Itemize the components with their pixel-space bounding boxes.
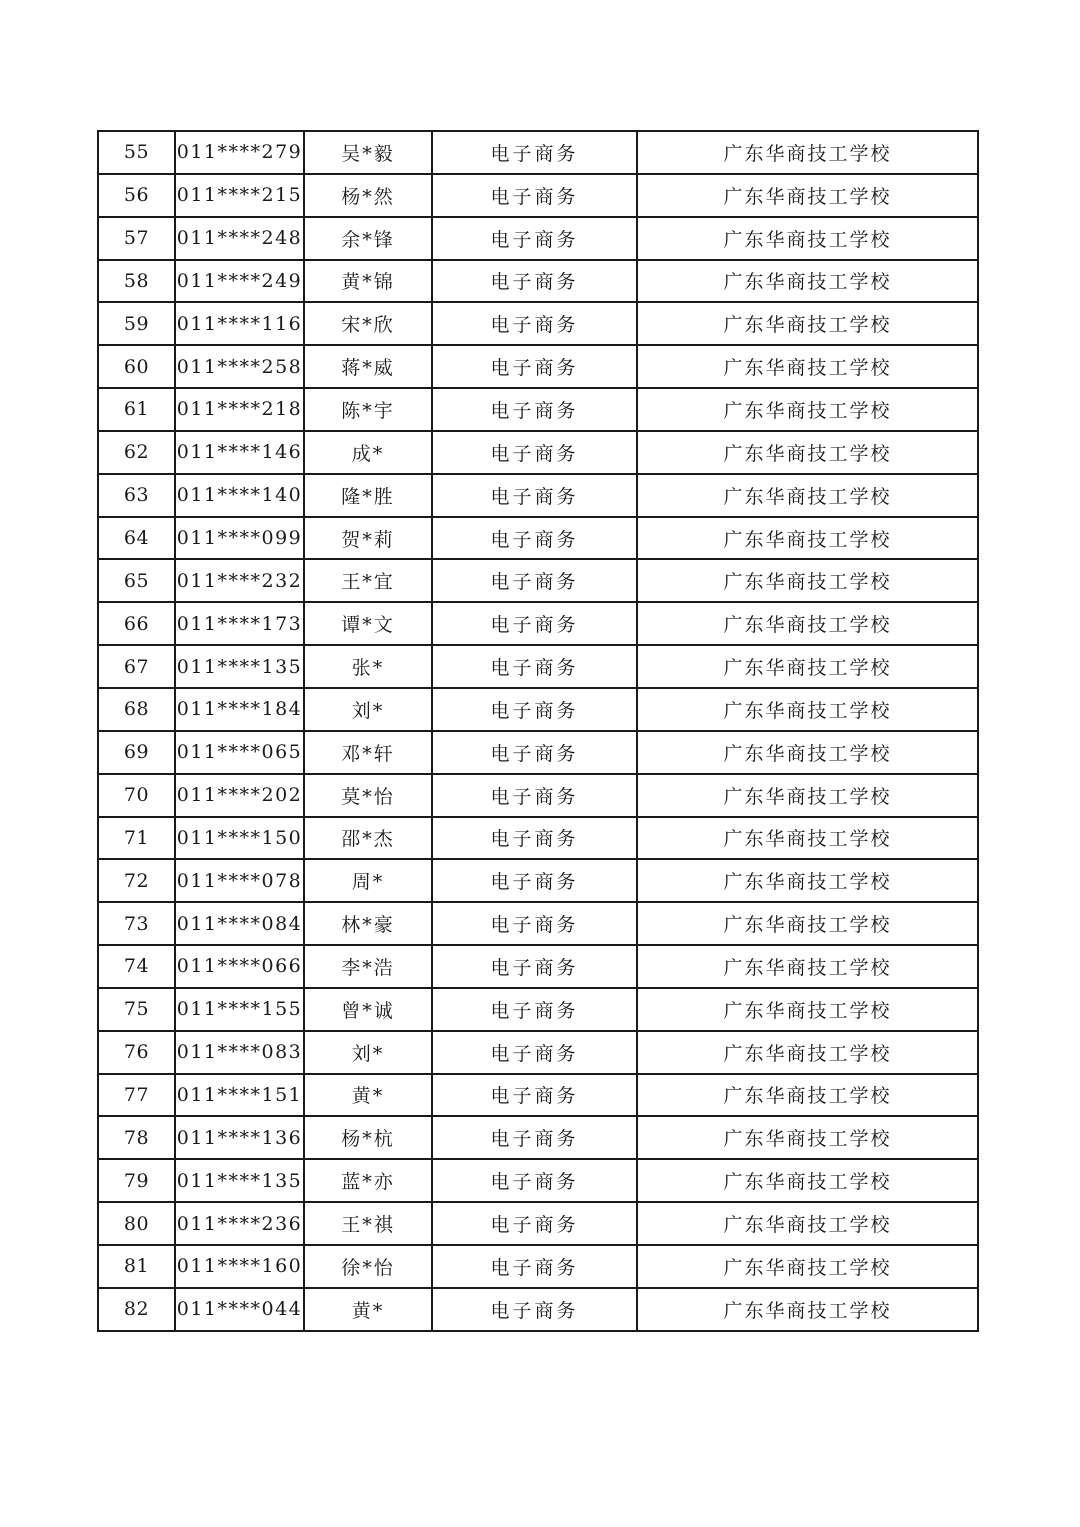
cell-school: 广东华商技工学校 [637, 602, 978, 645]
table-row [98, 302, 978, 345]
cell-student-name: 吴*毅 [304, 131, 432, 174]
cell-student-id: 011****150 [175, 817, 304, 860]
cell-student-id: 011****218 [175, 388, 304, 431]
cell-sequence-number: 78 [98, 1116, 175, 1159]
cell-major: 电子商务 [432, 517, 637, 560]
cell-school: 广东华商技工学校 [637, 688, 978, 731]
table-row [98, 1288, 978, 1331]
cell-sequence-number: 62 [98, 431, 175, 474]
cell-student-id: 011****083 [175, 1031, 304, 1074]
table-row [98, 217, 978, 260]
cell-sequence-number: 70 [98, 774, 175, 817]
cell-sequence-number: 60 [98, 345, 175, 388]
cell-major: 电子商务 [432, 260, 637, 303]
cell-major: 电子商务 [432, 1245, 637, 1288]
cell-student-name: 张* [304, 645, 432, 688]
cell-school: 广东华商技工学校 [637, 817, 978, 860]
cell-student-name: 周* [304, 859, 432, 902]
table-row [98, 174, 978, 217]
cell-student-name: 杨*杭 [304, 1116, 432, 1159]
cell-student-name: 刘* [304, 1031, 432, 1074]
cell-major: 电子商务 [432, 1202, 637, 1245]
table-row [98, 131, 978, 174]
cell-student-id: 011****099 [175, 517, 304, 560]
cell-major: 电子商务 [432, 388, 637, 431]
table-row [98, 1031, 978, 1074]
cell-major: 电子商务 [432, 859, 637, 902]
cell-student-id: 011****184 [175, 688, 304, 731]
cell-student-id: 011****279 [175, 131, 304, 174]
cell-sequence-number: 79 [98, 1159, 175, 1202]
cell-student-name: 王*宜 [304, 559, 432, 602]
cell-school: 广东华商技工学校 [637, 131, 978, 174]
cell-major: 电子商务 [432, 688, 637, 731]
cell-student-id: 011****249 [175, 260, 304, 303]
cell-sequence-number: 58 [98, 260, 175, 303]
table-row [98, 945, 978, 988]
cell-major: 电子商务 [432, 902, 637, 945]
cell-sequence-number: 55 [98, 131, 175, 174]
cell-student-id: 011****135 [175, 1159, 304, 1202]
cell-student-name: 莫*怡 [304, 774, 432, 817]
table-row [98, 688, 978, 731]
cell-major: 电子商务 [432, 217, 637, 260]
cell-student-id: 011****202 [175, 774, 304, 817]
cell-student-id: 011****140 [175, 474, 304, 517]
cell-major: 电子商务 [432, 774, 637, 817]
cell-student-name: 杨*然 [304, 174, 432, 217]
table-row [98, 559, 978, 602]
cell-student-id: 011****044 [175, 1288, 304, 1331]
cell-student-id: 011****248 [175, 217, 304, 260]
cell-major: 电子商务 [432, 1031, 637, 1074]
table-row [98, 388, 978, 431]
table-row [98, 431, 978, 474]
cell-school: 广东华商技工学校 [637, 174, 978, 217]
cell-school: 广东华商技工学校 [637, 1116, 978, 1159]
table-row [98, 902, 978, 945]
cell-school: 广东华商技工学校 [637, 774, 978, 817]
cell-school: 广东华商技工学校 [637, 260, 978, 303]
cell-major: 电子商务 [432, 1159, 637, 1202]
cell-school: 广东华商技工学校 [637, 1159, 978, 1202]
table-row [98, 345, 978, 388]
cell-student-id: 011****146 [175, 431, 304, 474]
cell-major: 电子商务 [432, 345, 637, 388]
student-roster-table [97, 130, 979, 1332]
cell-sequence-number: 71 [98, 817, 175, 860]
cell-student-name: 黄* [304, 1288, 432, 1331]
cell-student-id: 011****258 [175, 345, 304, 388]
cell-sequence-number: 76 [98, 1031, 175, 1074]
cell-sequence-number: 65 [98, 559, 175, 602]
cell-sequence-number: 64 [98, 517, 175, 560]
cell-school: 广东华商技工学校 [637, 217, 978, 260]
roster-body [98, 131, 978, 1331]
cell-student-name: 谭*文 [304, 602, 432, 645]
cell-sequence-number: 68 [98, 688, 175, 731]
cell-major: 电子商务 [432, 174, 637, 217]
cell-school: 广东华商技工学校 [637, 1202, 978, 1245]
cell-school: 广东华商技工学校 [637, 945, 978, 988]
table-row [98, 1074, 978, 1117]
cell-student-id: 011****232 [175, 559, 304, 602]
cell-major: 电子商务 [432, 474, 637, 517]
cell-student-id: 011****155 [175, 988, 304, 1031]
cell-major: 电子商务 [432, 431, 637, 474]
cell-sequence-number: 72 [98, 859, 175, 902]
table-row [98, 988, 978, 1031]
cell-school: 广东华商技工学校 [637, 474, 978, 517]
cell-student-name: 宋*欣 [304, 302, 432, 345]
cell-school: 广东华商技工学校 [637, 388, 978, 431]
table-row [98, 731, 978, 774]
cell-student-id: 011****084 [175, 902, 304, 945]
cell-student-id: 011****215 [175, 174, 304, 217]
table-row [98, 517, 978, 560]
cell-student-id: 011****236 [175, 1202, 304, 1245]
cell-major: 电子商务 [432, 1116, 637, 1159]
cell-school: 广东华商技工学校 [637, 859, 978, 902]
cell-student-name: 余*锋 [304, 217, 432, 260]
cell-student-name: 黄* [304, 1074, 432, 1117]
cell-sequence-number: 63 [98, 474, 175, 517]
cell-student-id: 011****078 [175, 859, 304, 902]
cell-student-name: 徐*怡 [304, 1245, 432, 1288]
cell-sequence-number: 66 [98, 602, 175, 645]
cell-student-name: 蒋*威 [304, 345, 432, 388]
cell-student-id: 011****173 [175, 602, 304, 645]
cell-major: 电子商务 [432, 988, 637, 1031]
table-row [98, 1116, 978, 1159]
cell-sequence-number: 74 [98, 945, 175, 988]
cell-student-name: 李*浩 [304, 945, 432, 988]
cell-sequence-number: 77 [98, 1074, 175, 1117]
table-row [98, 645, 978, 688]
cell-school: 广东华商技工学校 [637, 645, 978, 688]
cell-school: 广东华商技工学校 [637, 1074, 978, 1117]
cell-sequence-number: 73 [98, 902, 175, 945]
cell-student-name: 王*祺 [304, 1202, 432, 1245]
cell-major: 电子商务 [432, 1074, 637, 1117]
cell-major: 电子商务 [432, 1288, 637, 1331]
cell-sequence-number: 67 [98, 645, 175, 688]
table-row [98, 1245, 978, 1288]
cell-school: 广东华商技工学校 [637, 1245, 978, 1288]
cell-major: 电子商务 [432, 559, 637, 602]
cell-school: 广东华商技工学校 [637, 431, 978, 474]
cell-student-name: 刘* [304, 688, 432, 731]
table-row [98, 817, 978, 860]
cell-school: 广东华商技工学校 [637, 302, 978, 345]
cell-student-id: 011****116 [175, 302, 304, 345]
cell-student-name: 曾*诚 [304, 988, 432, 1031]
cell-school: 广东华商技工学校 [637, 345, 978, 388]
table-row [98, 1159, 978, 1202]
cell-major: 电子商务 [432, 945, 637, 988]
cell-major: 电子商务 [432, 645, 637, 688]
cell-sequence-number: 82 [98, 1288, 175, 1331]
cell-sequence-number: 80 [98, 1202, 175, 1245]
cell-sequence-number: 81 [98, 1245, 175, 1288]
table-row [98, 474, 978, 517]
cell-student-name: 林*豪 [304, 902, 432, 945]
cell-sequence-number: 56 [98, 174, 175, 217]
cell-student-name: 黄*锦 [304, 260, 432, 303]
cell-major: 电子商务 [432, 302, 637, 345]
cell-school: 广东华商技工学校 [637, 1031, 978, 1074]
cell-student-name: 成* [304, 431, 432, 474]
cell-school: 广东华商技工学校 [637, 517, 978, 560]
cell-sequence-number: 61 [98, 388, 175, 431]
cell-sequence-number: 59 [98, 302, 175, 345]
cell-student-name: 邓*轩 [304, 731, 432, 774]
cell-student-id: 011****065 [175, 731, 304, 774]
cell-student-id: 011****135 [175, 645, 304, 688]
cell-student-id: 011****151 [175, 1074, 304, 1117]
table-row [98, 859, 978, 902]
table-row [98, 1202, 978, 1245]
cell-school: 广东华商技工学校 [637, 731, 978, 774]
cell-school: 广东华商技工学校 [637, 1288, 978, 1331]
cell-major: 电子商务 [432, 131, 637, 174]
cell-student-id: 011****136 [175, 1116, 304, 1159]
cell-major: 电子商务 [432, 602, 637, 645]
cell-major: 电子商务 [432, 817, 637, 860]
table-row [98, 602, 978, 645]
table-row [98, 774, 978, 817]
cell-student-name: 邵*杰 [304, 817, 432, 860]
cell-student-name: 陈*宇 [304, 388, 432, 431]
cell-sequence-number: 69 [98, 731, 175, 774]
cell-student-id: 011****066 [175, 945, 304, 988]
cell-major: 电子商务 [432, 731, 637, 774]
cell-sequence-number: 57 [98, 217, 175, 260]
cell-student-id: 011****160 [175, 1245, 304, 1288]
cell-school: 广东华商技工学校 [637, 988, 978, 1031]
cell-student-name: 隆*胜 [304, 474, 432, 517]
table-row [98, 260, 978, 303]
cell-student-name: 蓝*亦 [304, 1159, 432, 1202]
cell-school: 广东华商技工学校 [637, 902, 978, 945]
cell-school: 广东华商技工学校 [637, 559, 978, 602]
cell-student-name: 贺*莉 [304, 517, 432, 560]
cell-sequence-number: 75 [98, 988, 175, 1031]
